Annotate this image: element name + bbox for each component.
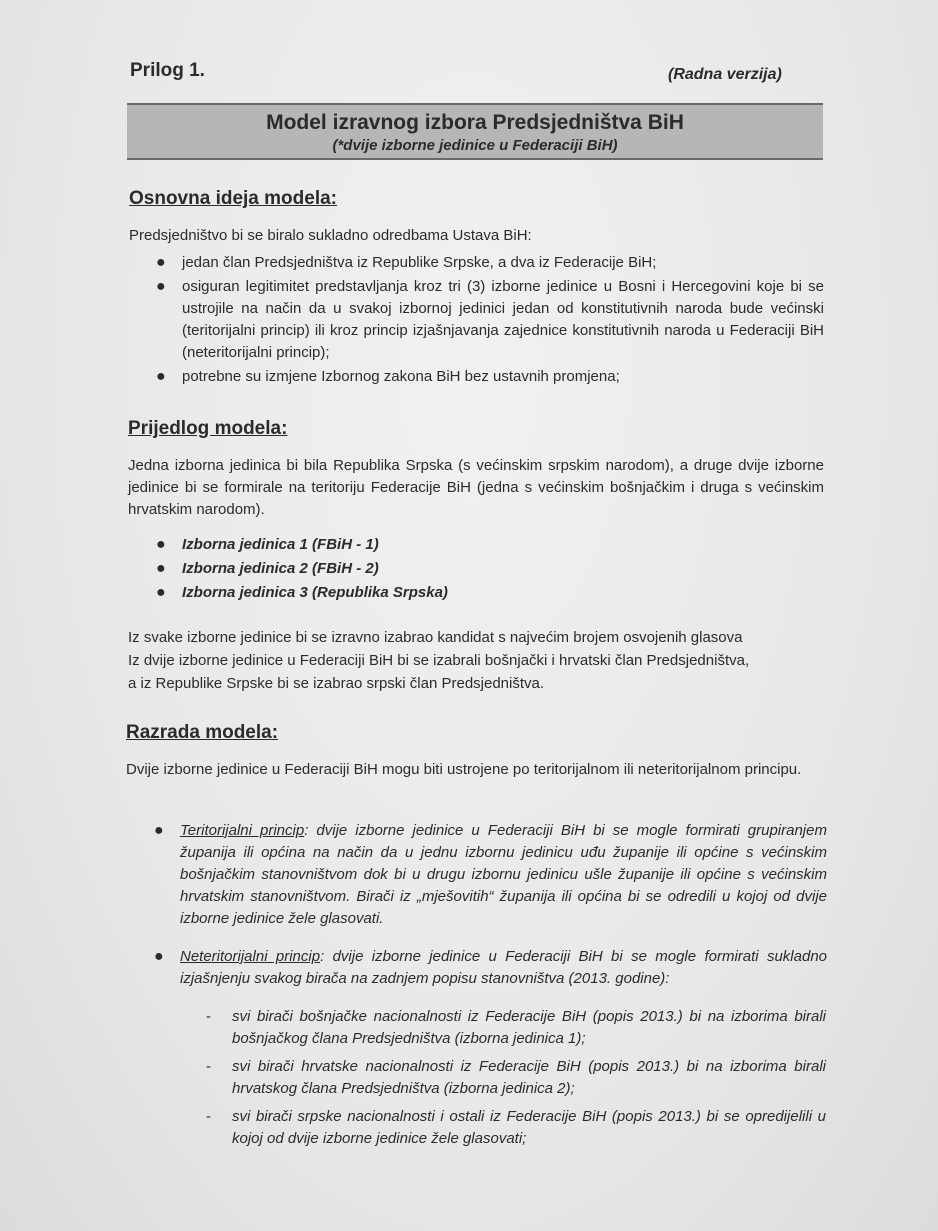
list-item-territorial: ● Teritorijalni princip: dvije izborne jedinice u Federaciji BiH bi se mogle formirati grupiranjem županija ili općina na način da u jednu izbornu jedinicu uđu županije ili općine s većinskim bošnjačkim stanovništvom dok bi u drugu izbornu jedinicu ušle županije ili općine s većinskim hrvatskim stanovništvom. Birači iz „mješovitih“ županija ili općina bi se odredili u kojoj od dvije izborne jedinice žele glasovati. <box>154 822 827 927</box>
list-item: ● Izborna jedinica 1 (FBiH - 1) <box>154 534 654 556</box>
bullet-icon: ● <box>156 584 166 601</box>
list-item: ● Izborna jedinica 2 (FBiH - 2) <box>154 558 654 580</box>
prijedlog-line-1: Iz svake izborne jedinice bi se izravno izabrao kandidat s najvećim brojem osvojenih glasova <box>128 629 743 646</box>
title-banner <box>127 103 823 160</box>
attachment-label: Prilog 1. <box>130 60 205 81</box>
territorial-principle-label: Teritorijalni princip <box>180 822 305 839</box>
voter-groups-list <box>206 1006 826 1156</box>
list-item: - svi birači hrvatske nacionalnosti iz Federacije BiH (popis 2013.) bi na izborima birali hrvatskog člana Predsjedništva (izborna jedinica 2); <box>206 1058 826 1097</box>
electoral-units-list <box>154 534 654 606</box>
prijedlog-paragraph: Jedna izborna jedinica bi bila Republika Srpska (s većinskim srpskim narodom), a druge dvije izborne jedinice bi se formirale na teritoriju Federacije BiH (jedna s većinskim bošnjačkim i druga s većinskim hrvatskim narodom). <box>128 457 824 518</box>
list-item: ● potrebne su izmjene Izbornog zakona BiH bez ustavnih promjena; <box>154 366 824 388</box>
list-item: ● osiguran legitimitet predstavljanja kroz tri (3) izborne jedinice u Bosni i Hercegovini koje bi se ustrojile na način da u svakoj izbornoj jedinici jedan od konstitutivnih naroda bude većinski (teritorijalni princip) ili kroz princip izjašnjavanja zajednice konstitutivnih naroda u Federaciji BiH (neteritorijalni princip); <box>156 278 824 361</box>
bullet-icon: ● <box>156 254 166 271</box>
section-heading-razrada: Razrada modela: <box>126 722 279 743</box>
bullet-icon: ● <box>156 560 166 577</box>
document-subtitle: (*dvije izborne jedinice u Federaciji BiH) <box>332 137 618 154</box>
osnovna-intro: Predsjedništvo bi se biralo sukladno odredbama Ustava BiH: <box>129 227 532 244</box>
list-item: ● Izborna jedinica 3 (Republika Srpska) <box>154 582 654 604</box>
osnovna-bullet-list <box>154 252 824 390</box>
bullet-icon: ● <box>154 948 164 965</box>
razrada-intro: Dvije izborne jedinice u Federaciji BiH mogu biti ustrojene po teritorijalnom ili neteritorijalnom principu. <box>126 761 802 778</box>
nonterritorial-principle-label: Neteritorijalni princip <box>180 948 321 965</box>
list-item: - svi birači srpske nacionalnosti i ostali iz Federacije BiH (popis 2013.) bi se opredijelili u kojoj od dvije izborne jedinice žele glasovati; <box>206 1108 826 1147</box>
list-item: - svi birači bošnjačke nacionalnosti iz Federacije BiH (popis 2013.) bi na izborima birali bošnjačkog člana Predsjedništva (izborna jedinica 1); <box>206 1008 826 1047</box>
list-item-nonterritorial: ● Neteritorijalni princip: dvije izborne jedinice u Federaciji BiH bi se mogle formirati sukladno izjašnjenju svakog birača na zadnjem popisu stanovništva (2013. godine): <box>154 948 827 987</box>
document-title: Model izravnog izbora Predsjedništva BiH <box>266 111 684 134</box>
prijedlog-line-3: a iz Republike Srpske bi se izabrao srpski član Predsjedništva. <box>128 675 545 692</box>
version-label: (Radna verzija) <box>668 66 782 83</box>
section-heading-osnovna: Osnovna ideja modela: <box>129 188 337 209</box>
section-heading-prijedlog: Prijedlog modela: <box>128 418 288 439</box>
principles-list <box>152 820 827 992</box>
bullet-icon: ● <box>156 536 166 553</box>
list-item: ● jedan član Predsjedništva iz Republike Srpske, a dva iz Federacije BiH; <box>154 252 824 274</box>
bullet-icon: ● <box>156 368 166 385</box>
bullet-icon: ● <box>154 822 164 839</box>
prijedlog-line-2: Iz dvije izborne jedinice u Federaciji BiH bi se izabrali bošnjački i hrvatski član Predsjedništva, <box>128 652 750 669</box>
bullet-icon: ● <box>156 278 166 295</box>
